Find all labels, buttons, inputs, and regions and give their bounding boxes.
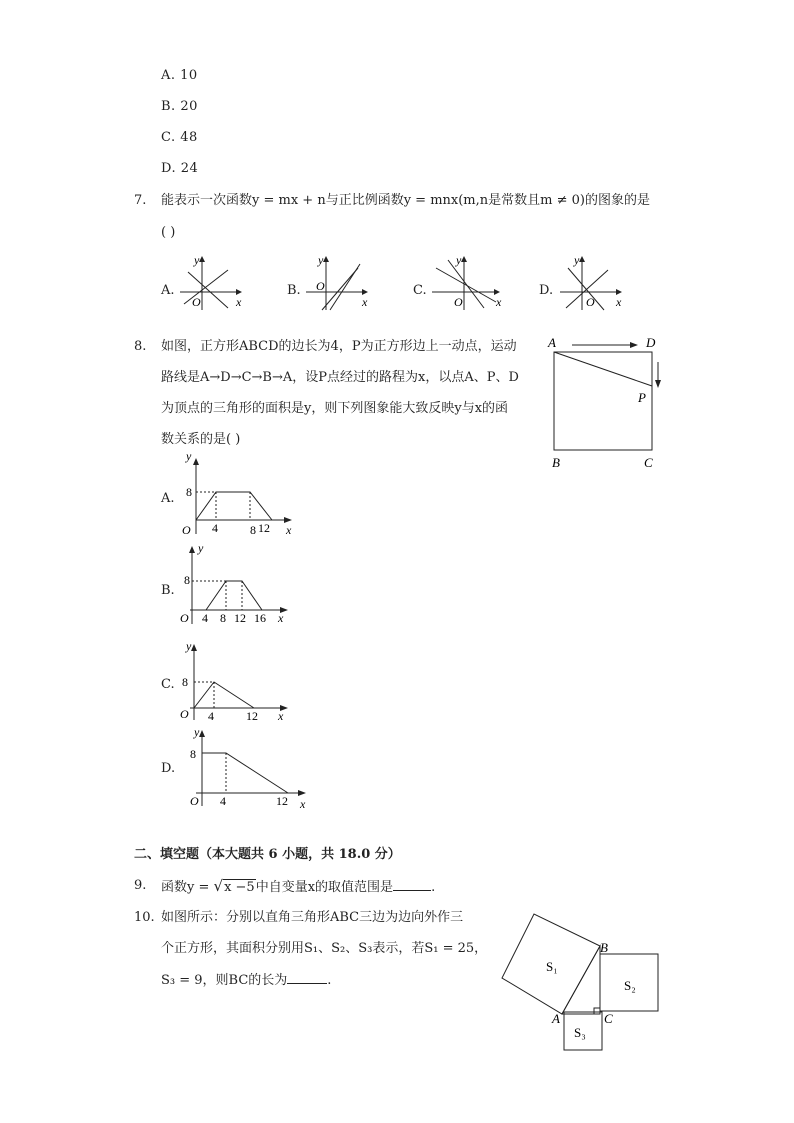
q8a-ytick-8: 8	[186, 485, 192, 499]
q7b-y-label: y	[318, 253, 324, 267]
q10-label-a: A	[552, 1011, 560, 1026]
q9-answer-blank[interactable]	[393, 878, 431, 891]
q10-line3-end: .	[327, 973, 332, 988]
q7a-origin-label: O	[192, 295, 201, 309]
q9-radicand: x −5	[224, 880, 255, 895]
q7d-origin-label: O	[586, 295, 595, 309]
q8c-origin-label: O	[180, 707, 189, 721]
q7c-origin-label: O	[454, 295, 463, 309]
q7d-y-label: y	[574, 253, 580, 267]
q7a-y-label: y	[194, 253, 200, 267]
q7-number: 7.	[134, 193, 147, 208]
q9-radical-sign: √	[213, 877, 224, 895]
q8c-ytick-8: 8	[182, 675, 188, 689]
q6-option-a: A. 10	[161, 68, 198, 83]
q8c-x-label: x	[278, 709, 284, 722]
q10-label-c: C	[604, 1011, 613, 1026]
q8b-ytick-8: 8	[184, 573, 190, 587]
q7d-x-label: x	[616, 295, 622, 309]
q8-label-c: C	[644, 455, 653, 470]
q8-label-d: D	[646, 335, 656, 350]
q8-stem-line2: 路线是A→D→C→B→A，设P点经过的路程为x，以点A、P、D	[161, 370, 519, 385]
q10-triangle-squares-figure	[500, 910, 670, 1056]
q10-number: 10.	[134, 910, 155, 925]
q10-label-s2: S₂	[624, 978, 636, 993]
q9-text-after: 中自变量x的取值范围是	[255, 880, 394, 895]
q7-graph-d	[556, 252, 628, 312]
q8-square-figure	[540, 334, 670, 474]
q10-label-s1: S₁	[546, 959, 558, 974]
q8b-y-label: y	[198, 542, 204, 555]
q8d-ytick-8: 8	[190, 747, 196, 761]
q6-option-d: D. 24	[161, 161, 199, 176]
q10-line3-text: S₃ = 9，则BC的长为	[161, 973, 288, 988]
q8-graph-b	[176, 542, 292, 628]
q9-number: 9.	[134, 878, 147, 893]
q9-text-before: 函数y =	[161, 880, 214, 895]
q8a-y-label: y	[186, 452, 192, 463]
section-2-title: 二、填空题（本大题共 6 小题，共 18.0 分）	[134, 847, 401, 862]
q8d-x-label: x	[300, 797, 306, 810]
q7-option-d-label: D.	[539, 283, 554, 298]
q8c-xtick-4: 4	[208, 709, 214, 722]
q8-option-d-label: D.	[161, 761, 176, 776]
q7-stem-line2: ( )	[161, 225, 176, 240]
q9-stem	[161, 877, 435, 897]
q6-option-b: B. 20	[161, 99, 198, 114]
q8a-xtick-4: 4	[212, 521, 218, 535]
q7-stem-line1: 能表示一次函数y = mx + n与正比例函数y = mnx(m,n是常数且m ≠ 0)的图象的是	[161, 193, 650, 208]
q7-option-c-label: C.	[413, 283, 427, 298]
q8-stem-line3: 为顶点的三角形的面积是y，则下列图象能大致反映y与x的函	[161, 401, 509, 416]
q8b-xtick-16: 16	[254, 611, 266, 625]
q8b-xtick-4: 4	[202, 611, 208, 625]
q8d-xtick-12: 12	[276, 794, 288, 808]
q10-label-s3: S₃	[574, 1025, 586, 1040]
q8-stem-line4: 数关系的是( )	[161, 432, 241, 447]
q7-option-b-label: B.	[287, 283, 301, 298]
q8b-xtick-8: 8	[220, 611, 226, 625]
q8-label-a: A	[548, 335, 556, 350]
q7b-x-label: x	[362, 295, 368, 309]
q7a-x-label: x	[236, 295, 242, 309]
q8-option-b-label: B.	[161, 583, 175, 598]
q8-graph-a	[178, 452, 298, 538]
q8c-y-label: y	[186, 639, 192, 653]
q8d-y-label: y	[194, 725, 200, 739]
q6-option-c: C. 48	[161, 130, 198, 145]
q8b-xtick-12: 12	[234, 611, 246, 625]
q8-graph-c	[176, 636, 292, 722]
q10-label-b: B	[600, 940, 608, 955]
q7c-x-label: x	[496, 295, 502, 309]
q8d-origin-label: O	[190, 794, 199, 808]
q8c-xtick-12: 12	[246, 709, 258, 722]
q8-label-b: B	[552, 455, 560, 470]
q8b-origin-label: O	[180, 611, 189, 625]
q7c-y-label: y	[456, 253, 462, 267]
q10-answer-blank[interactable]	[287, 971, 327, 984]
q7b-origin-label: O	[316, 279, 325, 293]
q8a-xtick-12: 12	[258, 521, 270, 535]
q10-stem-line2: 个正方形，其面积分别用S₁、S₂、S₃表示，若S₁ = 25，	[161, 941, 488, 956]
q10-stem-line1: 如图所示：分别以直角三角形ABC三边为边向外作三	[161, 910, 464, 925]
q7-graph-b	[302, 252, 374, 312]
q9-end: .	[431, 880, 436, 895]
q8a-x-label: x	[286, 523, 292, 537]
q8-option-a-label: A.	[161, 491, 175, 506]
q8d-xtick-4: 4	[220, 794, 226, 808]
q8-number: 8.	[134, 339, 147, 354]
q7-graph-a	[176, 252, 248, 312]
q8-graph-d	[184, 720, 314, 810]
q8-option-c-label: C.	[161, 677, 175, 692]
q7-option-a-label: A.	[161, 283, 175, 298]
q8a-xtick-8: 8	[250, 523, 256, 537]
q8-label-p: P	[638, 390, 646, 405]
q8-stem-line1: 如图，正方形ABCD的边长为4，P为正方形边上一动点，运动	[161, 339, 517, 354]
q8a-origin-label: O	[182, 523, 191, 537]
q7-graph-c	[428, 252, 508, 312]
q10-stem-line3	[161, 971, 331, 990]
q8b-x-label: x	[278, 611, 284, 625]
